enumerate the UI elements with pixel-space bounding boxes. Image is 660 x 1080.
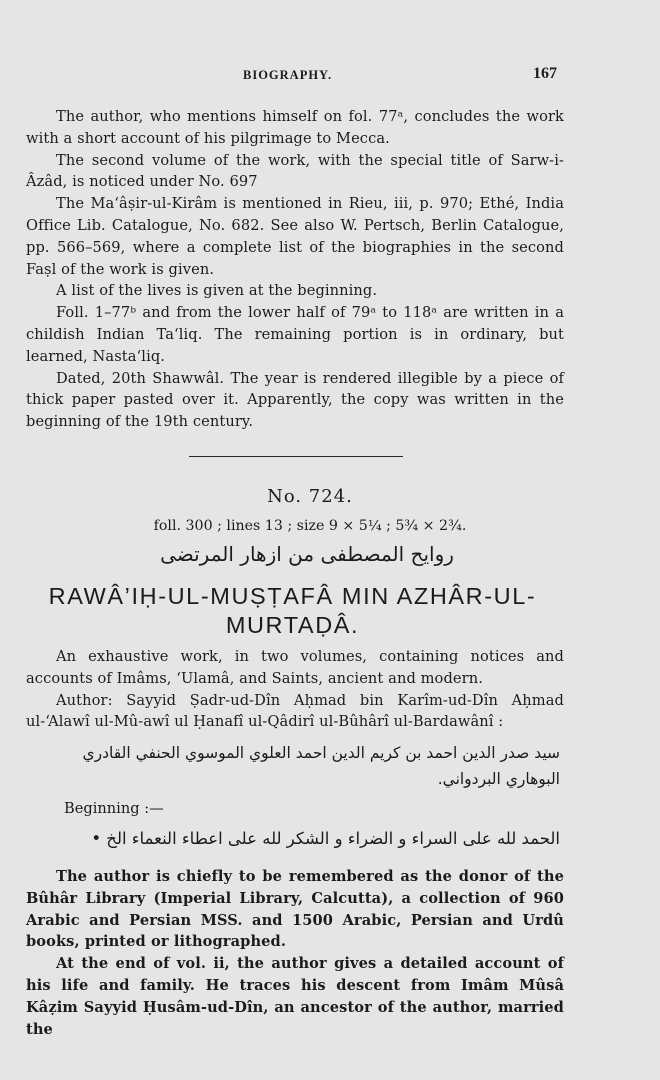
description-paragraph: An exhaustive work, in two volumes, containing notices and accounts of Imâms, ‘Ulamâ, and Saints, ancient and modern. [26, 648, 564, 687]
entry-title: RAWÂ’IḤ-UL-MUṢṬAFÂ MIN AZHÂR-UL-MURTAḌÂ. [48, 583, 537, 638]
arabic-title: روايح المصطفى من ازهار المرتضى [160, 542, 454, 566]
paragraph: Dated, 20th Shawwâl. The year is rendered illegible by a piece of thick paper pasted over it. Apparently, the copy was written in the beginning of the 19th century. [26, 369, 564, 431]
beginning-arabic: الحمد لله على السراء و الضراء و الشكر لله على اعطاء النعماء الخ • [91, 829, 560, 848]
paragraph: The second volume of the work, with the special title of Sarw-i-Âzâd, is noticed under No. 697 [26, 151, 564, 191]
beginning-label: Beginning :— [64, 800, 164, 817]
folio-description: foll. 300 ; lines 13 ; size 9 × 5¼ ; 5¾ × 2¾. [153, 518, 467, 534]
paragraph: At the end of vol. ii, the author gives a detailed account of his life and family. He traces his descent from Imâm Mûsâ Kâẓim Sayyid Ḥusâm-ud-Dîn, an ancestor of the author, married the [26, 955, 564, 1038]
page-number: 167 [533, 65, 557, 82]
paragraph: A list of the lives is given at the beginning. [56, 282, 378, 300]
author-arabic: سيد صدر الدين احمد بن كريم الدين احمد العلوي الموسوي الحنفي القادري البوهاري البردواني. [82, 744, 560, 788]
previous-entry-notes [26, 106, 564, 433]
author-line: Author: Sayyid Ṣadr-ud-Dîn Aḥmad bin Karîm-ud-Dîn Aḥmad ul-‘Alawî ul-Mû-awî ul Ḥanafî ul-Qâdirî ul-Bûhârî ul-Bardawânî : [26, 691, 564, 731]
paragraph: The author, who mentions himself on fol. 77ᵃ, concludes the work with a short account of his pilgrimage to Mecca. [26, 108, 564, 147]
section-divider [189, 456, 403, 457]
entry-description [26, 646, 564, 733]
running-header [0, 65, 660, 90]
author-notes [26, 866, 564, 1040]
paragraph: The Ma‘âṣir-ul-Kirâm is mentioned in Rieu, iii, p. 970; Ethé, India Office Lib. Catalogue, No. 682. See also W. Pertsch, Berlin Catalogue, pp. 566–569, where a complete list of the biographies in the second Faṣl of the work is given. [26, 195, 564, 278]
entry-number: No. 724. [267, 486, 353, 507]
paragraph: Foll. 1–77ᵇ and from the lower half of 79ᵃ to 118ᵃ are written in a childish Indian Ta‘liq. The remaining portion is in ordinary, but learned, Nasta‘liq. [26, 304, 564, 365]
paragraph: The author is chiefly to be remembered as the donor of the Bûhâr Library (Imperial Library, Calcutta), a collection of 960 Arabic and Persian MSS. and 1500 Arabic, Persian and Urdû books, printed or lithographed. [26, 868, 564, 951]
running-title: BIOGRAPHY. [243, 68, 333, 82]
